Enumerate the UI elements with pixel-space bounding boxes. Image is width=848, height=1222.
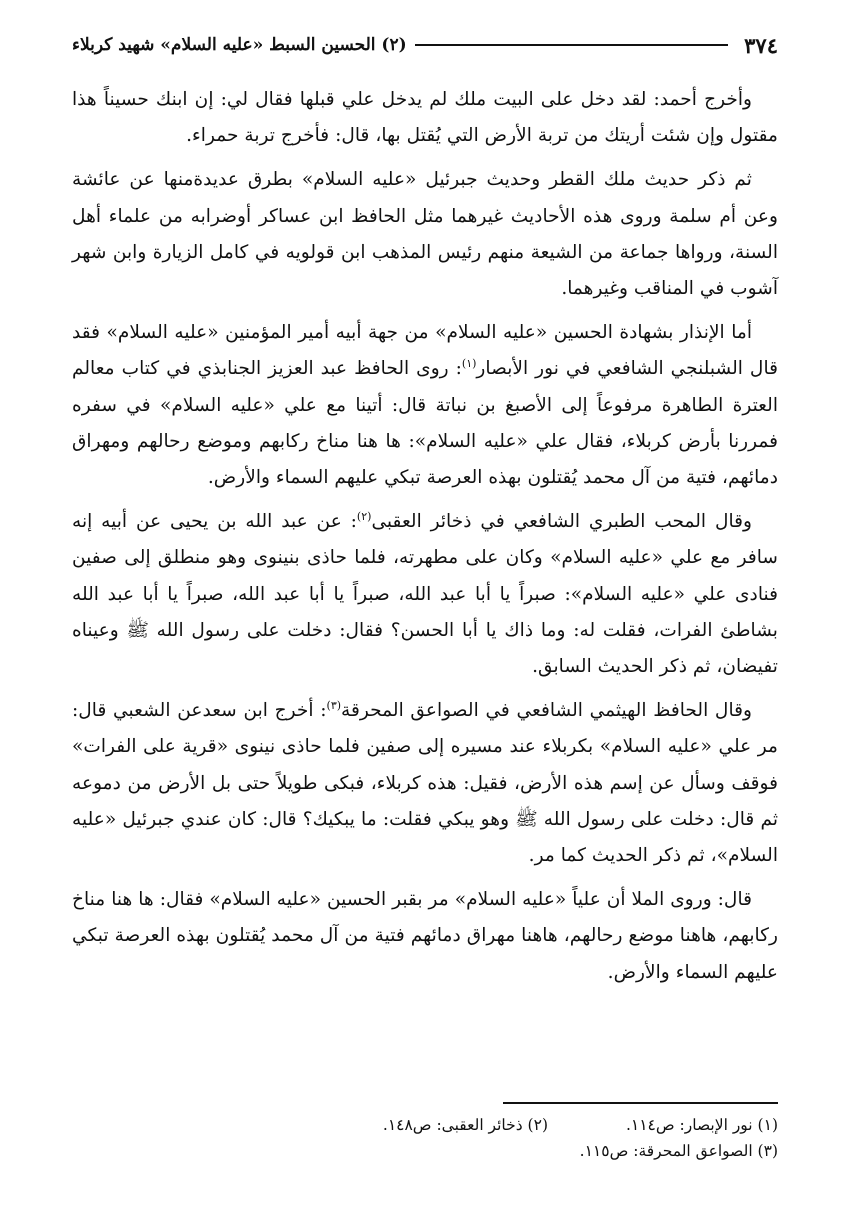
paragraph-text: : عن عبد الله بن يحيى عن أبيه إنه سافر مع علي «عليه السلام» وكان على مطهرته، فلما حاذى بنينوى وهو منطلق إلى صفين فنادى علي «عليه السلام»: صبراً يا أبا عبد الله، صبراً يا أبا عبد الله، صبراً يا أبا عبد الله بشاطئ الفرات، فقلت له: وما ذاك يا أبا الحسن؟ فقال: دخلت على رسول الله ﷺ وعيناه تفيضان، ثم ذكر الحديث السابق. — [72, 511, 778, 678]
book-page — [72, 28, 778, 1198]
paragraph-text: وقال المحب الطبري الشافعي في ذخائر العقبى — [371, 511, 753, 533]
paragraph-text: قال: وروى الملا أن علياً «عليه السلام» مر بقبر الحسين «عليه السلام» فقال: ها هنا مناخ ركابهم، هاهنا موضع رحالهم، هاهنا مهراق دمائهم فتية من آل محمد يُقتلون بهذه العرصة تبكي عليهم السماء والأرض. — [72, 889, 778, 983]
header-rule — [415, 44, 728, 46]
paragraph — [72, 82, 778, 154]
page-header — [72, 28, 778, 62]
paragraph — [72, 882, 778, 991]
paragraph-text: ثم ذكر حديث ملك القطر وحديث جبرئيل «عليه السلام» بطرق عديدةمنها عن عائشة وعن أم سلمة وروى هذه الأحاديث غيرهما مثل الحافظ ابن عساكر أوضرابه من علماء أهل السنة، ورواها جماعة من الشيعة منهم رئيس المذهب ابن قولويه في كامل الزيارة وابن شهر آشوب في المناقب وغيرهما. — [72, 169, 778, 300]
footnote-2: (٢) ذخائر العقبى: ص١٤٨. — [382, 1116, 548, 1134]
footnote-separator — [503, 1102, 778, 1104]
footnote-ref: (٣) — [326, 699, 342, 713]
footnote-ref: (١) — [461, 357, 477, 371]
footnote-row — [72, 1112, 778, 1138]
paragraph — [72, 315, 778, 496]
page-body — [72, 82, 778, 991]
footnotes — [72, 1112, 778, 1164]
paragraph-text: : روى الحافظ عبد العزيز الجنابذي في كتاب معالم العترة الطاهرة مرفوعاً إلى الأصبغ بن نباتة قال: أتينا مع علي «عليه السلام» في سفره فمررنا بأرض كربلاء، فقال علي «عليه السلام»: ها هنا مناخ ركابهم وموضع رحالهم ومهراق دمائهم، فتية من آل محمد يُقتلون بهذه العرصة تبكي عليهم السماء والأرض. — [72, 358, 778, 489]
footnote-row — [72, 1138, 778, 1164]
running-title: (٢) الحسين السبط «عليه السلام» شهيد كربلاء — [72, 35, 407, 55]
footnote-ref: (٢) — [356, 510, 372, 524]
paragraph-text: : أخرج ابن سعدعن الشعبي قال: مر علي «عليه السلام» بكربلاء عند مسيره إلى صفين فلما حاذى نينوى «قرية على الفرات» فوقف وسأل عن إسم هذه الأرض، فقيل: هذه كربلاء، فبكى طويلاً حتى بل الأرض من دموعه ثم قال: دخلت على رسول الله ﷺ وهو يبكي فقلت: ما يبكيك؟ قال: كان عندي جبرئيل «عليه السلام»، ثم ذكر الحديث كما مر. — [72, 700, 778, 867]
paragraph-text: وأخرج أحمد: لقد دخل على البيت ملك لم يدخل علي قبلها فقال لي: إن ابنك حسيناً هذا مقتول وإن شئت أريتك من تربة الأرض التي يُقتل بها، قال: فأخرج تربة حمراء. — [72, 89, 778, 147]
footnote-3: (٣) الصواعق المحرقة: ص١١٥. — [579, 1142, 778, 1160]
footnote-1: (١) نور الإبصار: ص١١٤. — [625, 1116, 778, 1134]
paragraph-text: أما الإنذار بشهادة الحسين «عليه السلام» من جهة أبيه أمير المؤمنين «عليه السلام» فقد قال الشبلنجي الشافعي في نور الأبصار — [72, 322, 778, 380]
paragraph — [72, 693, 778, 874]
page-number: ٣٧٤ — [744, 32, 778, 58]
paragraph-text: وقال الحافظ الهيثمي الشافعي في الصواعق المحرقة — [341, 700, 752, 722]
paragraph — [72, 504, 778, 685]
paragraph — [72, 162, 778, 307]
